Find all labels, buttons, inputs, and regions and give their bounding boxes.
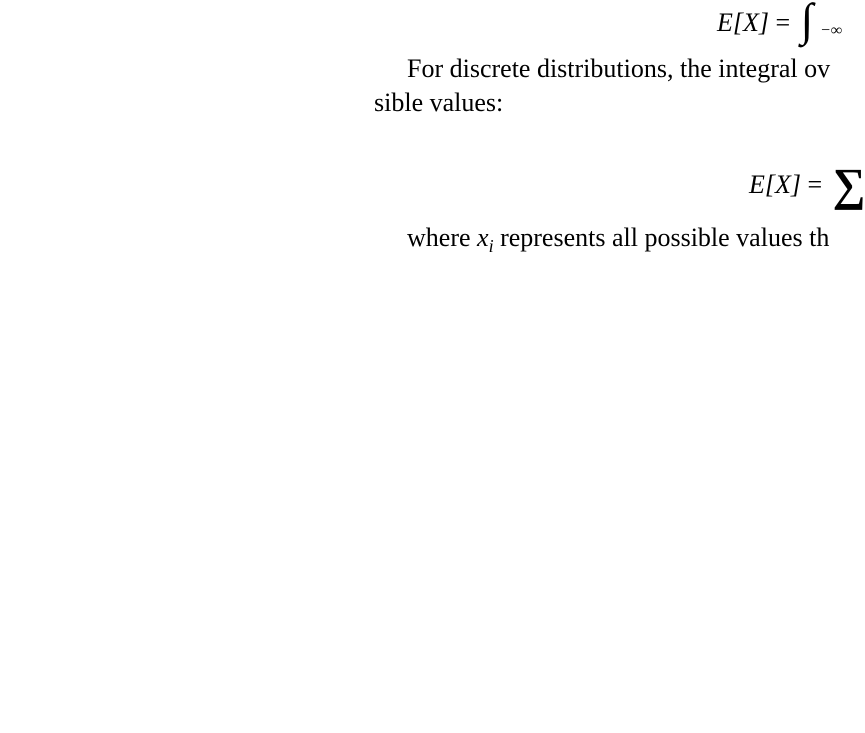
integral-lower-limit: −∞ xyxy=(820,22,843,39)
where-sentence xyxy=(407,223,830,256)
summation-sign: ∑ xyxy=(832,159,865,210)
equation-lhs: E[X] xyxy=(717,8,769,37)
integral-sign: ∫ xyxy=(800,0,814,45)
subscript-i: i xyxy=(488,236,494,256)
where-text: where xyxy=(407,223,478,252)
equals-sign: = xyxy=(807,170,823,199)
paragraph-line-2: sible values: xyxy=(374,88,504,117)
where-rest-text: represents all possible values th xyxy=(493,223,830,252)
equation-lhs: E[X] xyxy=(749,170,801,199)
variable-x: x xyxy=(477,223,489,252)
continuous-expectation-equation xyxy=(717,0,843,45)
paragraph-line-1: For discrete distributions, the integral ov xyxy=(407,54,831,83)
equals-sign: = xyxy=(775,8,791,37)
discrete-expectation-equation xyxy=(749,155,865,210)
